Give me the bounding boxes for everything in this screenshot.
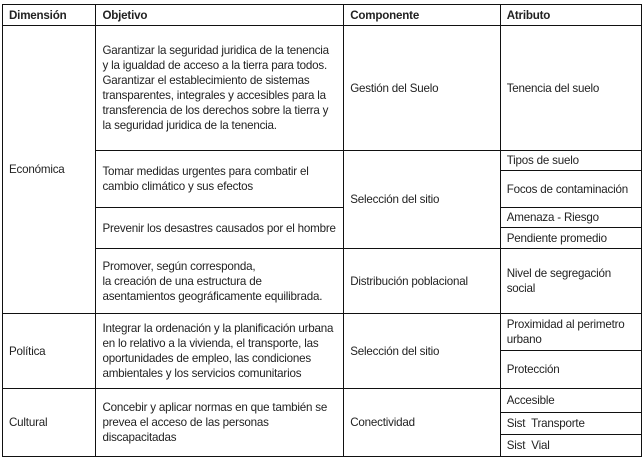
table-row xyxy=(3,151,642,171)
objective-text: Promover, según corresponda, xyxy=(102,259,256,273)
attribute-cell: Nivel de segregación social xyxy=(500,249,641,314)
dimension-cell: Económica xyxy=(3,26,96,314)
table-row xyxy=(3,26,642,151)
attribute-cell: Sist Transporte xyxy=(500,413,641,435)
objective-cell xyxy=(96,26,344,151)
attribute-cell: Pendiente promedio xyxy=(500,228,641,249)
header-row xyxy=(3,5,642,26)
table-row xyxy=(3,314,642,351)
component-cell: Selección del sitio xyxy=(344,151,500,249)
table-row xyxy=(3,208,642,228)
dimension-cell: Cultural xyxy=(3,389,96,457)
objective-text: Garantizar el establecimiento de sistemas transparentes, integrales y accesibles para la transferencia de los derechos sobre la tierra y la seguridad juridica de la tenencia. xyxy=(102,74,329,132)
objectives-table xyxy=(2,4,642,457)
header-dimension: Dimensión xyxy=(3,5,96,26)
objective-cell: Prevenir los desastres causados por el hombre xyxy=(96,208,344,249)
objective-text: Garantizar la seguridad juridica de la tenencia y la igualdad de acceso a la tierra para todos. xyxy=(102,44,329,72)
header-component: Componente xyxy=(344,5,500,26)
table-row xyxy=(3,389,642,413)
objective-cell xyxy=(96,249,344,314)
attribute-cell: Focos de contaminación xyxy=(500,171,641,208)
dimension-cell: Política xyxy=(3,314,96,389)
objective-cell: Concebir y aplicar normas en que también se prevea el acceso de las personas discapacitadas xyxy=(96,389,344,457)
header-attribute: Atributo xyxy=(500,5,641,26)
component-cell: Distribución poblacional xyxy=(344,249,500,314)
objective-cell: Integrar la ordenación y la planificación urbana en lo relativo a la vivienda, el transporte, las oportunidades de empleo, las condiciones ambientales y los servicios comunitarios xyxy=(96,314,344,389)
attribute-cell: Tenencia del suelo xyxy=(500,26,641,151)
table-row xyxy=(3,249,642,314)
attribute-cell: Sist Vial xyxy=(500,435,641,457)
objective-text: la creación de una estructura de asentamientos geográficamente equilibrada. xyxy=(102,274,323,303)
attribute-cell: Amenaza - Riesgo xyxy=(500,208,641,228)
component-cell: Gestión del Suelo xyxy=(344,26,500,151)
component-cell: Selección del sitio xyxy=(344,314,500,389)
objective-cell: Tomar medidas urgentes para combatir el cambio climático y sus efectos xyxy=(96,151,344,208)
header-objective: Objetivo xyxy=(96,5,344,26)
attribute-cell: Tipos de suelo xyxy=(500,151,641,171)
attribute-cell: Proximidad al perimetro urbano xyxy=(500,314,641,351)
attribute-cell: Accesible xyxy=(500,389,641,413)
component-cell: Conectividad xyxy=(344,389,500,457)
attribute-cell: Protección xyxy=(500,351,641,389)
